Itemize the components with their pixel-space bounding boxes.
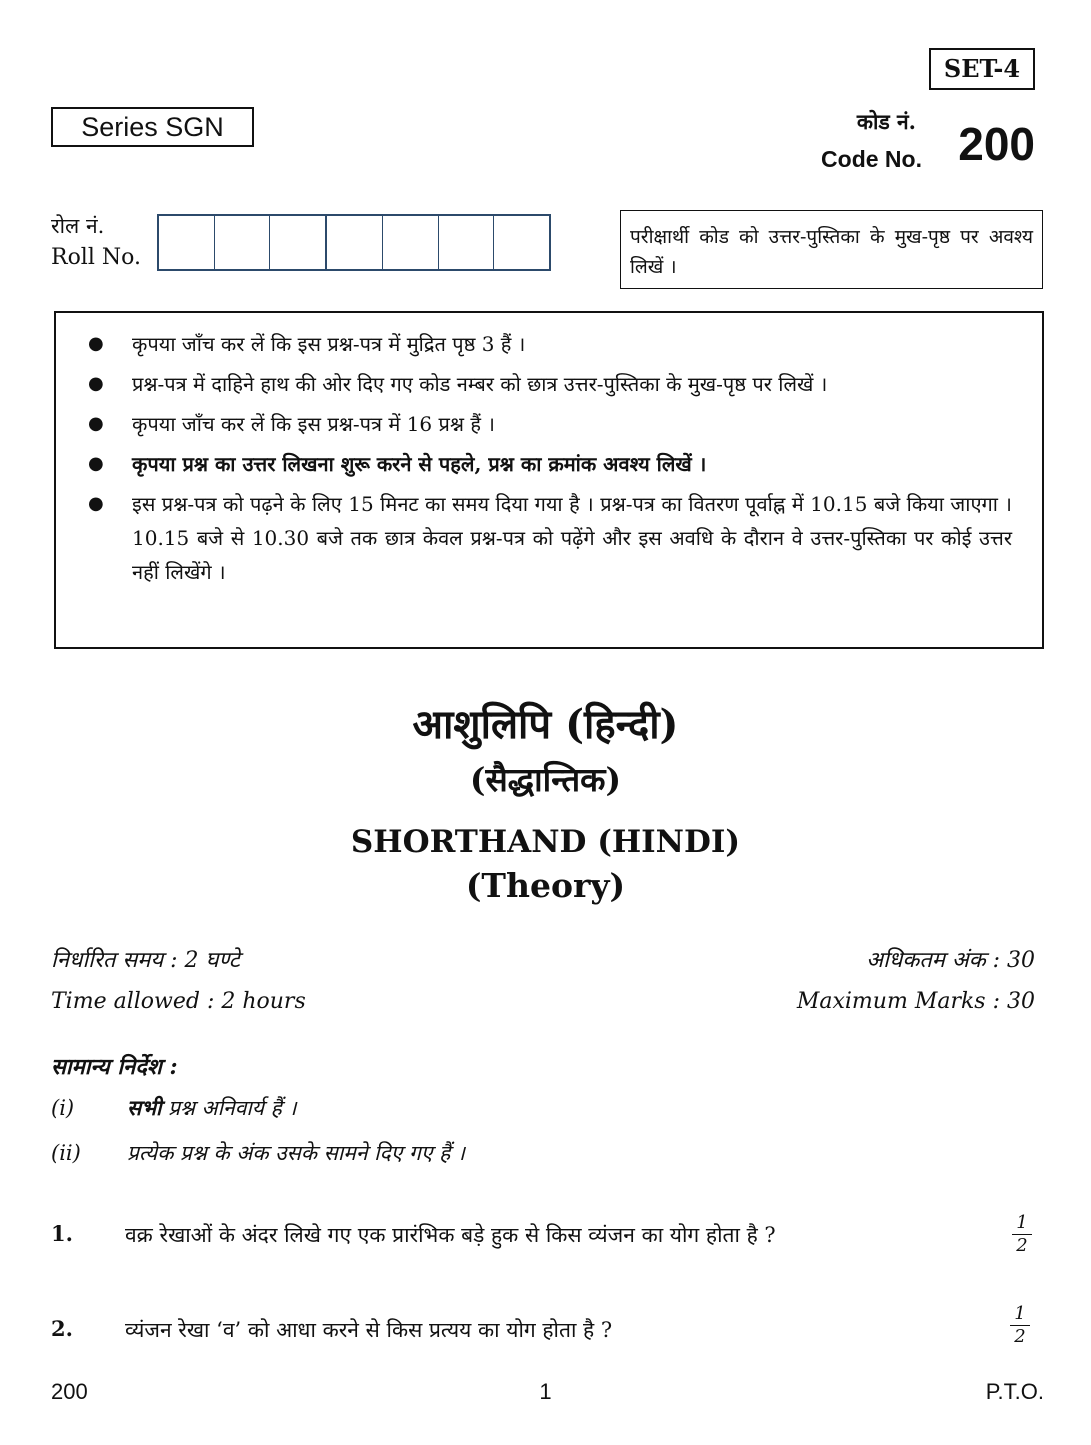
question-number: 1. [51, 1221, 73, 1246]
instruction-item: ● इस प्रश्न-पत्र को पढ़ने के लिए 15 मिनट का समय दिया गया है । प्रश्न-पत्र का वितरण पूर्वाह्न में 10.15 बजे किया जाएगा । 10.15 बजे से 10.30 बजे तक छात्र केवल प्रश्न-पत्र को पढ़ेंगे और इस अवधि के दौरान वे उत्तर-पुस्तिका पर कोई उत्तर नहीं लिखेंगे । [132, 487, 1012, 589]
series-label: Series SGN [51, 107, 254, 147]
candidate-note: परीक्षार्थी कोड को उत्तर-पुस्तिका के मुख-पृष्ठ पर अवश्य लिखें । [620, 210, 1043, 289]
roll-box[interactable] [270, 216, 327, 269]
page-number: 1 [539, 1379, 552, 1404]
instruction-item: ● कृपया जाँच कर लें कि इस प्रश्न-पत्र में मुद्रित पृष्ठ 3 हैं । [132, 327, 1012, 361]
instruction-item: ● कृपया प्रश्न का उत्तर लिखना शुरू करने से पहले, प्रश्न का क्रमांक अवश्य लिखें । [132, 447, 1012, 481]
roll-label-hindi: रोल नं. [51, 214, 105, 238]
question [51, 1221, 1036, 1261]
code-label-hindi: कोड नं. [856, 109, 916, 134]
footer-code: 200 [51, 1379, 88, 1404]
question-marks: 1 2 [1012, 1213, 1032, 1256]
instruction-item: ● कृपया जाँच कर लें कि इस प्रश्न-पत्र में 16 प्रश्न हैं । [132, 407, 1012, 441]
max-marks-hindi: अधिकतम अंक : 30 [866, 948, 1035, 973]
time-allowed-hindi: निर्धारित समय : 2 घण्टे [51, 948, 240, 973]
bullet-icon: ● [88, 493, 104, 514]
general-instruction-item: (ii) प्रत्येक प्रश्न के अंक उसके सामने दिए गए हैं । [51, 1141, 465, 1165]
title-english: SHORTHAND (HINDI) [350, 824, 741, 860]
roll-box[interactable] [494, 216, 549, 269]
bullet-icon: ● [88, 333, 104, 354]
roll-box[interactable] [215, 216, 271, 269]
roll-label-english: Roll No. [51, 245, 141, 270]
title-hindi: आशुलिपि (हिन्दी) [412, 701, 679, 748]
question-text: वक्र रेखाओं के अंदर लिखे गए एक प्रारंभिक बड़े हुक से किस व्यंजन का योग होता है ? [125, 1223, 776, 1247]
subtitle-hindi: (सैद्धान्तिक) [469, 760, 622, 799]
subtitle-english: (Theory) [465, 866, 626, 905]
bullet-icon: ● [88, 373, 104, 394]
roll-box[interactable] [383, 216, 439, 269]
set-label: SET-4 [929, 48, 1035, 90]
roll-box[interactable] [327, 216, 383, 269]
question-marks: 1 2 [1010, 1304, 1030, 1347]
time-allowed-english: Time allowed : 2 hours [51, 989, 306, 1014]
instruction-item: ● प्रश्न-पत्र में दाहिने हाथ की ओर दिए गए कोड नम्बर को छात्र उत्तर-पुस्तिका के मुख-पृष्ठ पर लिखें । [132, 367, 1012, 401]
roll-number-boxes[interactable] [157, 214, 551, 271]
roll-box[interactable] [159, 216, 215, 269]
question-number: 2. [51, 1316, 73, 1341]
question-text: व्यंजन रेखा ‘व’ को आधा करने से किस प्रत्यय का योग होता है ? [125, 1318, 613, 1342]
bullet-icon: ● [88, 453, 104, 474]
general-instructions-heading: सामान्य निर्देश : [51, 1054, 178, 1080]
roll-box[interactable] [439, 216, 495, 269]
instructions-box [54, 311, 1044, 649]
general-instruction-item: (i) सभी प्रश्न अनिवार्य हैं । [51, 1095, 297, 1120]
bullet-icon: ● [88, 413, 104, 434]
max-marks-english: Maximum Marks : 30 [796, 989, 1035, 1014]
question [51, 1316, 1036, 1356]
code-label-english: Code No. [821, 146, 922, 172]
code-number: 200 [958, 118, 1035, 170]
pto-label: P.T.O. [985, 1379, 1044, 1404]
